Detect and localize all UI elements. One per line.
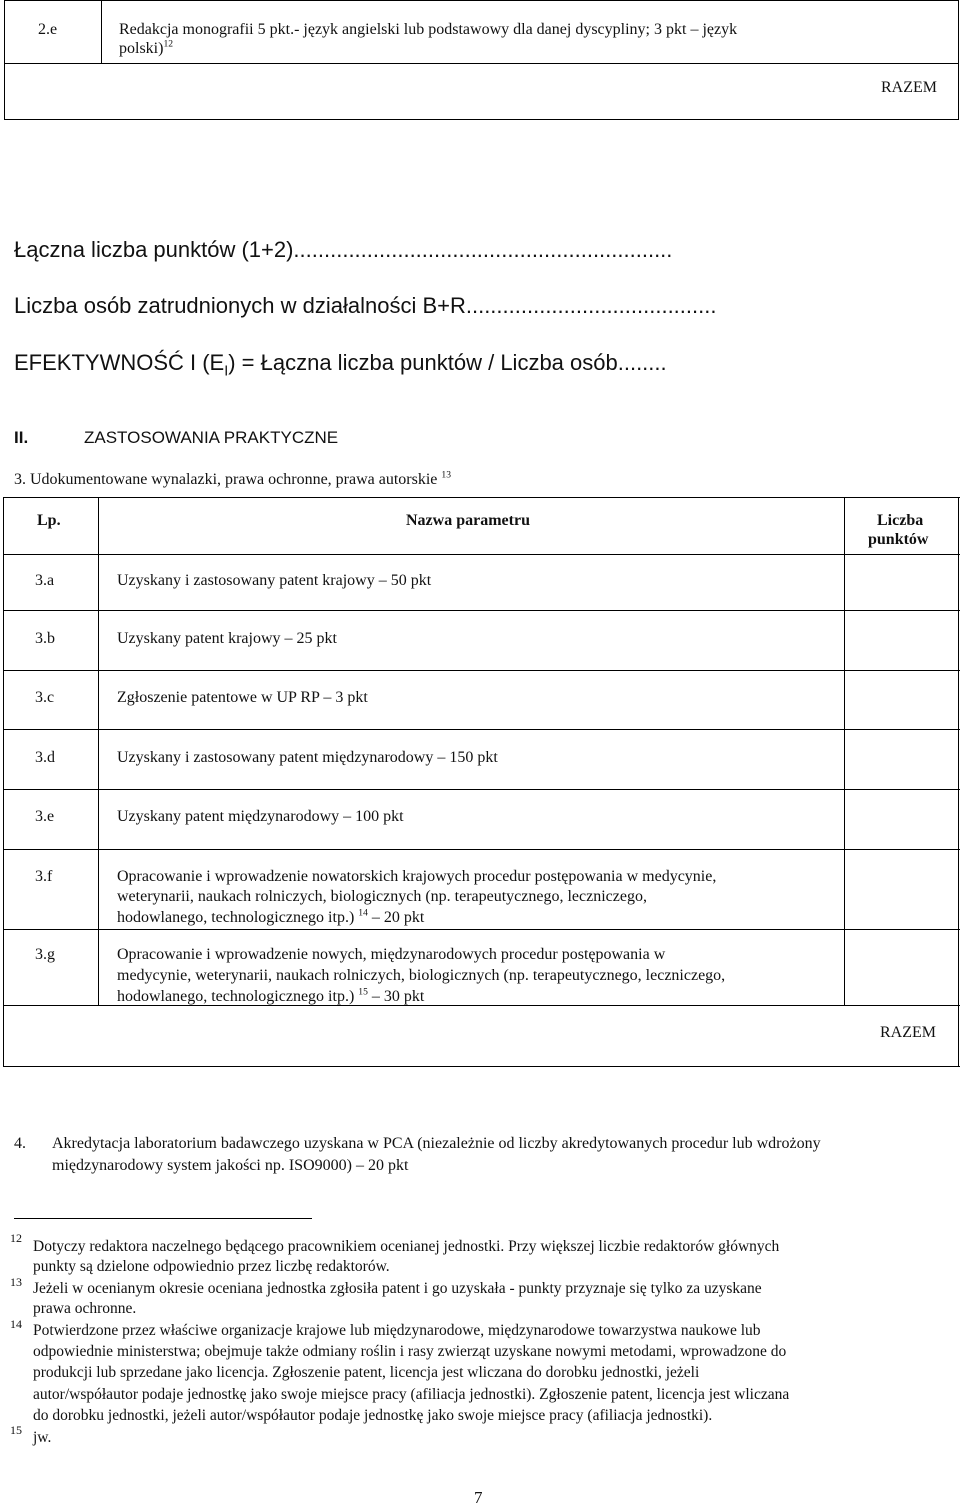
section-numeral: II. — [14, 428, 29, 447]
row-text-line2: medycynie, weterynarii, naukach rolniczych, biologicznych (np. terapeutycznego, leczniczego, — [117, 967, 726, 984]
monograph-table — [4, 0, 959, 120]
row-text-line3: hodowlanego, technologicznego itp.) $^{14}$ – 20 pkt — [117, 907, 425, 926]
patents-table — [3, 497, 960, 1067]
footnote-text: autor/współautor podaje jednostkę jako swoje miejsce pracy (afiliacja jednostki). Zgłoszenie patent, licencja jest wliczana — [33, 1386, 790, 1403]
footnote-text: prawa ochronne. — [33, 1300, 137, 1317]
row-text-line1: Opracowanie i wprowadzenie nowatorskich krajowych procedur postępowania w medycynie, — [117, 868, 717, 885]
total-label: RAZEM — [880, 1024, 936, 1041]
row-lp: 3.f — [35, 868, 53, 885]
footnote-text: jw. — [33, 1429, 52, 1446]
footnote-text: do dorobku jednostki, jeżeli autor/współautor podaje jednostkę jako swoje miejsce pracy (afiliacja jednostki). — [33, 1407, 713, 1424]
total-points-line: Łączna liczba punktów (1+2).............................................................. — [14, 237, 673, 262]
row-text: Zgłoszenie patentowe w UP RP – 3 pkt — [117, 689, 368, 706]
header-name: Nazwa parametru — [406, 512, 530, 529]
accreditation-line1: Akredytacja laboratorium badawczego uzyskana w PCA (niezależnie od liczby akredytowanych procedur lub wdrożony — [52, 1135, 821, 1152]
header-points-line1: Liczba — [877, 512, 924, 529]
row-text: Redakcja monografii 5 pkt.- język angielski lub podstawowy dla danej dyscypliny; 3 pkt – język — [119, 21, 738, 38]
footnote-ref: 14 — [358, 907, 368, 919]
footnote-number: 12 — [10, 1231, 22, 1245]
row-lp: 3.a — [35, 572, 55, 589]
employees-line: Liczba osób zatrudnionych w działalności B+R......................................... — [14, 293, 717, 318]
section-title: ZASTOSOWANIA PRAKTYCZNE — [84, 428, 339, 447]
header-points-line2: punktów — [868, 531, 929, 548]
row-text-continued: polski)$^{12}$ — [119, 38, 174, 57]
footnote-text: Dotyczy redaktora naczelnego będącego pracownikiem ocenianej jednostki. Przy większej liczbie redaktorów głównych — [33, 1238, 780, 1255]
row-lp: 3.c — [35, 689, 55, 706]
row-text: Uzyskany patent krajowy – 25 pkt — [117, 630, 337, 647]
row-lp: 3.e — [35, 808, 55, 825]
efficiency-line: EFEKTYWNOŚĆ I $(E_I)$ = Łączna liczba punktów / Liczba osób........ — [14, 350, 667, 380]
page-number: 7 — [474, 1488, 483, 1507]
row-text: Uzyskany patent międzynarodowy – 100 pkt — [117, 808, 404, 825]
item-number: 4. — [14, 1135, 26, 1152]
footnote-text: punkty są dzielone odpowiednio przez liczbę redaktorów. — [33, 1258, 390, 1275]
footnote-text: odpowiednie ministerstwa; obejmuje także odmiany roślin i rasy zwierząt uzyskane nowymi metodami, wprowadzone do — [33, 1343, 787, 1360]
footnote-text: produkcji lub sprzedane jako licencja. Zgłoszenie patent, licencja jest wliczana do dorobku jednostki, jeżeli — [33, 1364, 700, 1381]
total-label: RAZEM — [881, 79, 937, 96]
row-text-line3: hodowlanego, technologicznego itp.) $^{15}$ – 30 pkt — [117, 986, 425, 1005]
efficiency-subscript: I — [224, 363, 229, 380]
row-text: Uzyskany i zastosowany patent krajowy – 50 pkt — [117, 572, 432, 589]
row-text: Uzyskany i zastosowany patent międzynarodowy – 150 pkt — [117, 749, 498, 766]
footnote-separator — [14, 1218, 312, 1219]
row-text-line2: weterynarii, naukach rolniczych, biologicznych (np. terapeutycznego, leczniczego, — [117, 888, 647, 905]
row-lp: 3.d — [35, 749, 55, 766]
accreditation-line2: międzynarodowy system jakości np. ISO9000) – 20 pkt — [52, 1157, 409, 1174]
subsection-heading: 3. Udokumentowane wynalazki, prawa ochronne, prawa autorskie $^{13}$ — [14, 469, 451, 488]
header-lp: Lp. — [37, 512, 61, 529]
row-lp: 3.g — [35, 946, 55, 963]
footnote-ref: 13 — [441, 469, 451, 481]
row-number: 2.e — [38, 21, 58, 38]
footnote-number: 15 — [10, 1423, 22, 1437]
row-text-line1: Opracowanie i wprowadzenie nowych, międzynarodowych procedur postępowania w — [117, 946, 666, 963]
row-lp: 3.b — [35, 630, 55, 647]
footnote-ref: 15 — [358, 986, 368, 998]
footnote-number: 13 — [10, 1275, 22, 1289]
footnote-ref: 12 — [163, 38, 174, 50]
footnote-text: Jeżeli w ocenianym okresie oceniana jednostka zgłosiła patent i go uzyskała - punkty przyznaje się tylko za uzyskane — [33, 1280, 762, 1297]
footnote-number: 14 — [10, 1317, 22, 1331]
footnote-text: Potwierdzone przez właściwe organizacje krajowe lub międzynarodowe, międzynarodowe towarzystwa naukowe lub — [33, 1322, 761, 1339]
